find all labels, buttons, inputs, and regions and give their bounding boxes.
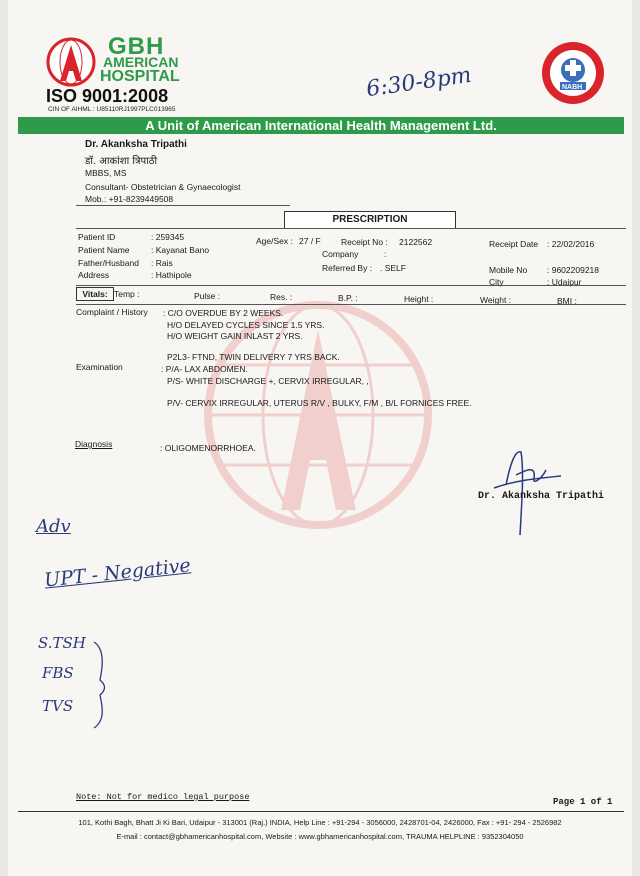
handwritten-test: TVS — [42, 697, 74, 715]
vitals-weight: Weight : — [480, 295, 512, 305]
receipt-no-label: Receipt No : — [341, 237, 388, 247]
complaint-line: P2L3- FTND, TWIN DELIVERY 7 YRS BACK. — [167, 352, 340, 362]
complaint-line: H/O DELAYED CYCLES SINCE 1.5 YRS. — [167, 320, 325, 330]
signature-name: Dr. Akanksha Tripathi — [478, 491, 605, 502]
footer-note: Note: Not for medico legal purpose — [76, 792, 250, 802]
vitals-label: Vitals: — [76, 287, 114, 301]
handwritten-adv: Adv — [36, 516, 71, 537]
examination-label: Examination — [76, 362, 123, 372]
receipt-no-value: 2122562 — [399, 237, 433, 247]
father-label: Father/Husband — [78, 258, 139, 268]
vitals-bmi: BMI : — [557, 296, 577, 306]
cin-label: CIN OF AIHML : U85110RJ1997PLC013965 — [48, 106, 176, 113]
divider — [76, 205, 290, 206]
doctor-name-hindi: डॉ. आकांशा त्रिपाठी — [85, 156, 158, 167]
doctor-mobile: Mob.: +91-8239449508 — [85, 194, 174, 204]
divider — [76, 285, 626, 286]
handwritten-time: 6:30-8pm — [364, 62, 474, 103]
handwritten-brace — [92, 640, 112, 730]
city-label: City — [489, 277, 504, 287]
brand-hospital: HOSPITAL — [100, 68, 180, 85]
address-label: Address — [78, 270, 110, 280]
doctor-role: Consultant- Obstetrician & Gynaecologist — [85, 182, 241, 192]
brand-gbh: GBH — [108, 33, 165, 60]
tagline-bar: A Unit of American International Health Management Ltd. — [18, 117, 624, 134]
nabh-label: NABH — [562, 84, 583, 91]
exam-line: P/V- CERVIX IRREGULAR, UTERUS R/V , BULKY, F/M , B/L FORNICES FREE. — [167, 398, 472, 408]
receipt-date-value: : 22/02/2016 — [547, 239, 595, 249]
complaint-line: : C/O OVERDUE BY 2 WEEKS. — [163, 308, 284, 318]
receipt-date-label: Receipt Date — [489, 239, 539, 249]
mobile-label: Mobile No — [489, 265, 528, 275]
vitals-temp: Temp : — [114, 289, 140, 299]
exam-line: P/S- WHITE DISCHARGE +, CERVIX IRREGULAR, , — [167, 376, 369, 386]
address-value: : Hathipole — [151, 270, 192, 280]
prescription-page — [8, 0, 632, 876]
patient-id-label: Patient ID — [78, 232, 116, 242]
diagnosis-label: Diagnosis — [75, 439, 113, 449]
vitals-res: Res. : — [270, 292, 293, 302]
patient-id-value: : 259345 — [151, 232, 185, 242]
city-value: : Udaipur — [547, 277, 582, 287]
divider — [76, 304, 626, 305]
complaint-line: H/O WEIGHT GAIN INLAST 2 YRS. — [167, 331, 303, 341]
agesex-label: Age/Sex : — [256, 236, 293, 246]
nabh-badge-icon — [540, 40, 606, 106]
vitals-pulse: Pulse : — [194, 291, 220, 301]
doctor-degree: MBBS, MS — [85, 168, 127, 178]
handwritten-upt: UPT - Negative — [43, 554, 192, 592]
referred-value: . SELF — [380, 263, 406, 273]
page-number: Page 1 of 1 — [553, 797, 613, 807]
footer-contact: E-mail : contact@gbhamericanhospital.com, Website : www.gbhamericanhospital.com, TRAUMA HELPLINE : 9352304050 — [116, 832, 524, 841]
handwritten-test: S.TSH — [38, 634, 86, 652]
vitals-height: Height : — [404, 294, 434, 304]
patient-name-value: : Kayanat Bano — [151, 245, 210, 255]
gbh-logo-icon — [46, 37, 96, 87]
exam-line: : P/A- LAX ABDOMEN. — [161, 364, 248, 374]
iso-label: ISO 9001:2008 — [46, 86, 169, 106]
company-value: : — [384, 249, 387, 259]
mobile-value: : 9602209218 — [547, 265, 599, 275]
doctor-name: Dr. Akanksha Tripathi — [85, 139, 187, 150]
complaint-label: Complaint / History — [76, 307, 148, 317]
footer-address: 101, Kothi Bagh, Bhatt Ji Ki Bari, Udaipur - 313001 (Raj.) INDIA, Help Line : +91-294 - 3056000, 2428701-04, 2426000, Fax : +91- 294 - 2526982 — [78, 818, 562, 827]
referred-label: Referred By : — [322, 263, 373, 273]
father-value: : Rais — [151, 258, 173, 268]
agesex-value: 27 / F — [299, 236, 321, 246]
divider — [18, 811, 624, 812]
handwritten-test: FBS — [42, 664, 74, 682]
doctor-signature — [486, 440, 566, 540]
vitals-bp: B.P. : — [338, 293, 358, 303]
divider — [76, 228, 626, 229]
prescription-title: PRESCRIPTION — [284, 211, 456, 229]
brand-american: AMERICAN — [103, 54, 179, 70]
diagnosis-value: : OLIGOMENORRHOEA. — [160, 443, 256, 453]
patient-name-label: Patient Name — [78, 245, 130, 255]
company-label: Company — [322, 249, 359, 259]
